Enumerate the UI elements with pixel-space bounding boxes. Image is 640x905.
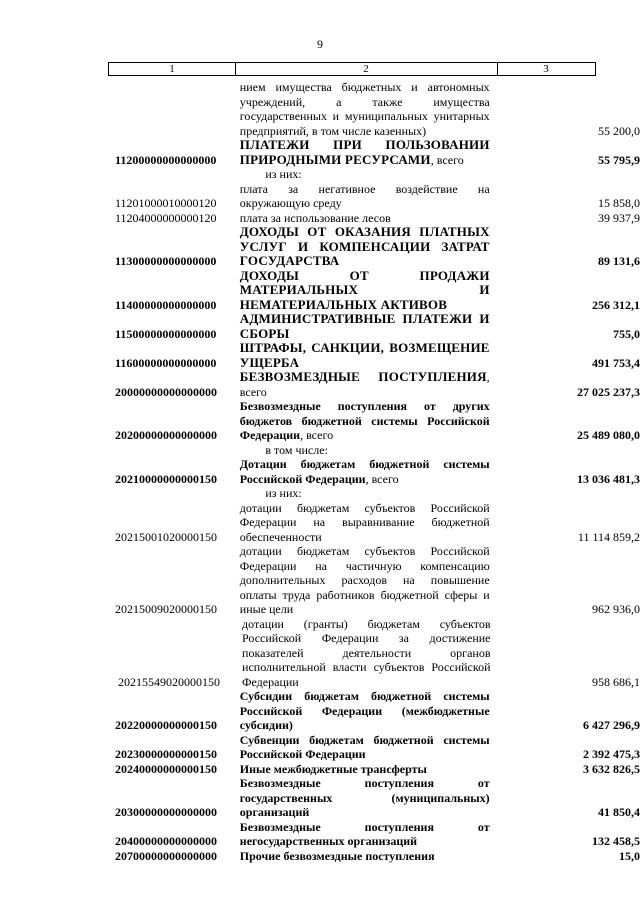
row-name-text: из них: bbox=[265, 486, 302, 500]
row-code: 11200000000000000 bbox=[115, 152, 217, 167]
row-name bbox=[240, 138, 490, 167]
row-code: 11400000000000000 bbox=[115, 297, 217, 312]
row-name bbox=[240, 820, 490, 849]
table-row bbox=[0, 776, 640, 820]
row-name bbox=[240, 80, 490, 138]
row-name-text: Безвозмездные поступления от негосударственных организаций bbox=[239, 819, 490, 848]
row-value: 39 937,9 bbox=[598, 210, 640, 225]
row-name-text: дотации бюджетам субъектов Российской Федерации на частичную компенсацию дополнительных расходов на повышение оплаты труда работников бюджетной сферы и иные цели bbox=[239, 544, 490, 616]
header-col-2: 2 bbox=[235, 63, 498, 75]
row-value: 41 850,4 bbox=[598, 805, 640, 819]
row-name bbox=[240, 689, 490, 733]
row-code: 20000000000000000 bbox=[115, 384, 217, 399]
row-code: 20240000000000150 bbox=[115, 761, 217, 776]
row-code: 11204000000000120 bbox=[115, 210, 217, 225]
table-row bbox=[0, 544, 640, 617]
row-name-text: Прочие безвозмездные поступления bbox=[239, 848, 435, 863]
row-name bbox=[240, 776, 490, 820]
row-name-suffix: , всего bbox=[300, 428, 334, 442]
row-name bbox=[240, 399, 490, 443]
row-name-suffix: , всего bbox=[239, 370, 490, 399]
table-row bbox=[0, 617, 640, 690]
row-name-text: дотации бюджетам субъектов Российской Федерации на выравнивание бюджетной обеспеченности bbox=[239, 500, 490, 544]
table-row bbox=[0, 269, 640, 313]
row-name-text: плата за негативное воздействие на окружающую среду bbox=[239, 181, 490, 210]
row-code: 20230000000000150 bbox=[115, 747, 217, 761]
row-value: 15,0 bbox=[619, 848, 640, 863]
row-code: 20215001020000150 bbox=[115, 529, 217, 544]
row-name bbox=[240, 733, 490, 762]
row-value: 25 489 080,0 bbox=[577, 428, 640, 442]
row-value: 491 753,4 bbox=[592, 355, 640, 370]
table-row bbox=[0, 457, 640, 486]
table-row bbox=[0, 689, 640, 733]
row-name-text: Дотации бюджетам бюджетной системы Российской Федерации bbox=[239, 457, 490, 486]
row-value: 55 200,0 bbox=[598, 123, 640, 138]
table-row bbox=[0, 762, 640, 777]
row-value: 89 131,6 bbox=[598, 254, 640, 268]
row-value: 962 936,0 bbox=[592, 602, 640, 616]
row-name-text: Безвозмездные поступления от государственных (муниципальных) организаций bbox=[239, 776, 490, 819]
row-name bbox=[240, 269, 490, 313]
row-name bbox=[240, 457, 490, 486]
table-row bbox=[0, 341, 640, 370]
row-value: 11 114 859,2 bbox=[577, 529, 640, 544]
row-code: 11500000000000000 bbox=[115, 326, 217, 341]
table-row bbox=[0, 182, 640, 211]
row-value: 2 392 475,3 bbox=[583, 747, 640, 761]
row-name-text: ДОХОДЫ ОТ ОКАЗАНИЯ ПЛАТНЫХ УСЛУГ И КОМПЕНСАЦИИ ЗАТРАТ ГОСУДАРСТВА bbox=[239, 224, 490, 268]
table-row bbox=[0, 486, 640, 501]
row-code: 20215009020000150 bbox=[115, 602, 217, 616]
row-name-text: ШТРАФЫ, САНКЦИИ, ВОЗМЕЩЕНИЕ УЩЕРБА bbox=[239, 340, 490, 370]
table-row bbox=[0, 167, 640, 182]
row-value: 132 458,5 bbox=[592, 834, 640, 848]
row-name bbox=[240, 370, 490, 399]
row-name-text: Безвозмездные поступления от других бюджетов бюджетной системы Российской Федерации bbox=[239, 399, 490, 442]
row-name-text: дотации (гранты) бюджетам субъектов Российской Федерации за достижение показателей деятельности органов исполнительной власти субъектов Российской Федерации bbox=[242, 616, 491, 689]
row-name-text: Субсидии бюджетам бюджетной системы Российской Федерации (межбюджетные субсидии) bbox=[239, 689, 490, 732]
row-code: 20215549020000150 bbox=[118, 674, 220, 689]
row-code: 11300000000000000 bbox=[115, 254, 217, 268]
table-row bbox=[0, 138, 640, 167]
header-col-3: 3 bbox=[543, 63, 549, 75]
row-value: 6 427 296,9 bbox=[583, 718, 640, 732]
table-row bbox=[0, 211, 640, 226]
row-name-text: БЕЗВОЗМЕЗДНЫЕ ПОСТУПЛЕНИЯ bbox=[239, 369, 487, 384]
header-col-1: 1 bbox=[109, 63, 236, 75]
page-number: 9 bbox=[317, 37, 323, 51]
row-name-text: из них: bbox=[265, 167, 302, 181]
table-row bbox=[0, 370, 640, 399]
row-name bbox=[240, 182, 490, 211]
row-name bbox=[240, 544, 490, 617]
row-value: 3 632 826,5 bbox=[583, 761, 640, 776]
table-row bbox=[0, 399, 640, 443]
row-name bbox=[240, 341, 490, 370]
table-row bbox=[0, 312, 640, 341]
row-name bbox=[242, 617, 490, 690]
row-name-text: в том числе: bbox=[265, 442, 328, 457]
row-name-text: Субвенции бюджетам бюджетной системы Российской Федерации bbox=[239, 732, 490, 761]
row-code: 20210000000000150 bbox=[115, 471, 217, 486]
row-name bbox=[240, 211, 490, 226]
row-value: 13 036 481,3 bbox=[577, 471, 640, 486]
row-value: 15 858,0 bbox=[598, 196, 640, 210]
row-code: 20300000000000000 bbox=[115, 805, 217, 819]
row-name bbox=[240, 762, 490, 777]
row-value: 256 312,1 bbox=[592, 297, 640, 312]
row-name-text: ДОХОДЫ ОТ ПРОДАЖИ МАТЕРИАЛЬНЫХ И НЕМАТЕРИАЛЬНЫХ АКТИВОВ bbox=[239, 267, 490, 312]
row-name-text: Иные межбюджетные трансферты bbox=[239, 761, 427, 776]
row-name-text: плата за использование лесов bbox=[239, 210, 391, 225]
row-code: 20400000000000000 bbox=[115, 834, 217, 848]
row-value: 755,0 bbox=[613, 326, 640, 341]
row-code: 11600000000000000 bbox=[115, 355, 217, 370]
row-code: 20700000000000000 bbox=[115, 848, 217, 863]
row-name bbox=[240, 501, 490, 545]
table-row bbox=[0, 733, 640, 762]
row-code: 20220000000000150 bbox=[115, 718, 217, 732]
row-name bbox=[240, 312, 490, 341]
row-name bbox=[231, 443, 499, 458]
table-header bbox=[108, 62, 596, 76]
row-value: 27 025 237,3 bbox=[577, 384, 640, 399]
table-body bbox=[0, 80, 640, 863]
row-name-suffix: , всего bbox=[430, 152, 464, 167]
row-value: 958 686,1 bbox=[592, 674, 640, 689]
row-name bbox=[231, 486, 499, 501]
row-code: 20200000000000000 bbox=[115, 428, 217, 442]
row-code: 11201000010000120 bbox=[115, 196, 217, 210]
row-name bbox=[231, 167, 499, 182]
row-name-text: нием имущества бюджетных и автономных учреждений, а также имущества государственных и муниципальных унитарных предприятий, в том числе казенных) bbox=[239, 80, 490, 138]
row-name bbox=[240, 849, 490, 864]
row-name-suffix: , всего bbox=[365, 471, 399, 486]
table-row bbox=[0, 849, 640, 864]
row-value: 55 795,9 bbox=[598, 152, 640, 167]
table-row bbox=[0, 443, 640, 458]
row-name-text: ПЛАТЕЖИ ПРИ ПОЛЬЗОВАНИИ ПРИРОДНЫМИ РЕСУРСАМИ bbox=[239, 137, 490, 167]
table-row bbox=[0, 80, 640, 138]
row-name-text: АДМИНИСТРАТИВНЫЕ ПЛАТЕЖИ И СБОРЫ bbox=[239, 311, 490, 341]
row-name bbox=[240, 225, 490, 269]
table-row bbox=[0, 501, 640, 545]
table-row bbox=[0, 225, 640, 269]
table-row bbox=[0, 820, 640, 849]
